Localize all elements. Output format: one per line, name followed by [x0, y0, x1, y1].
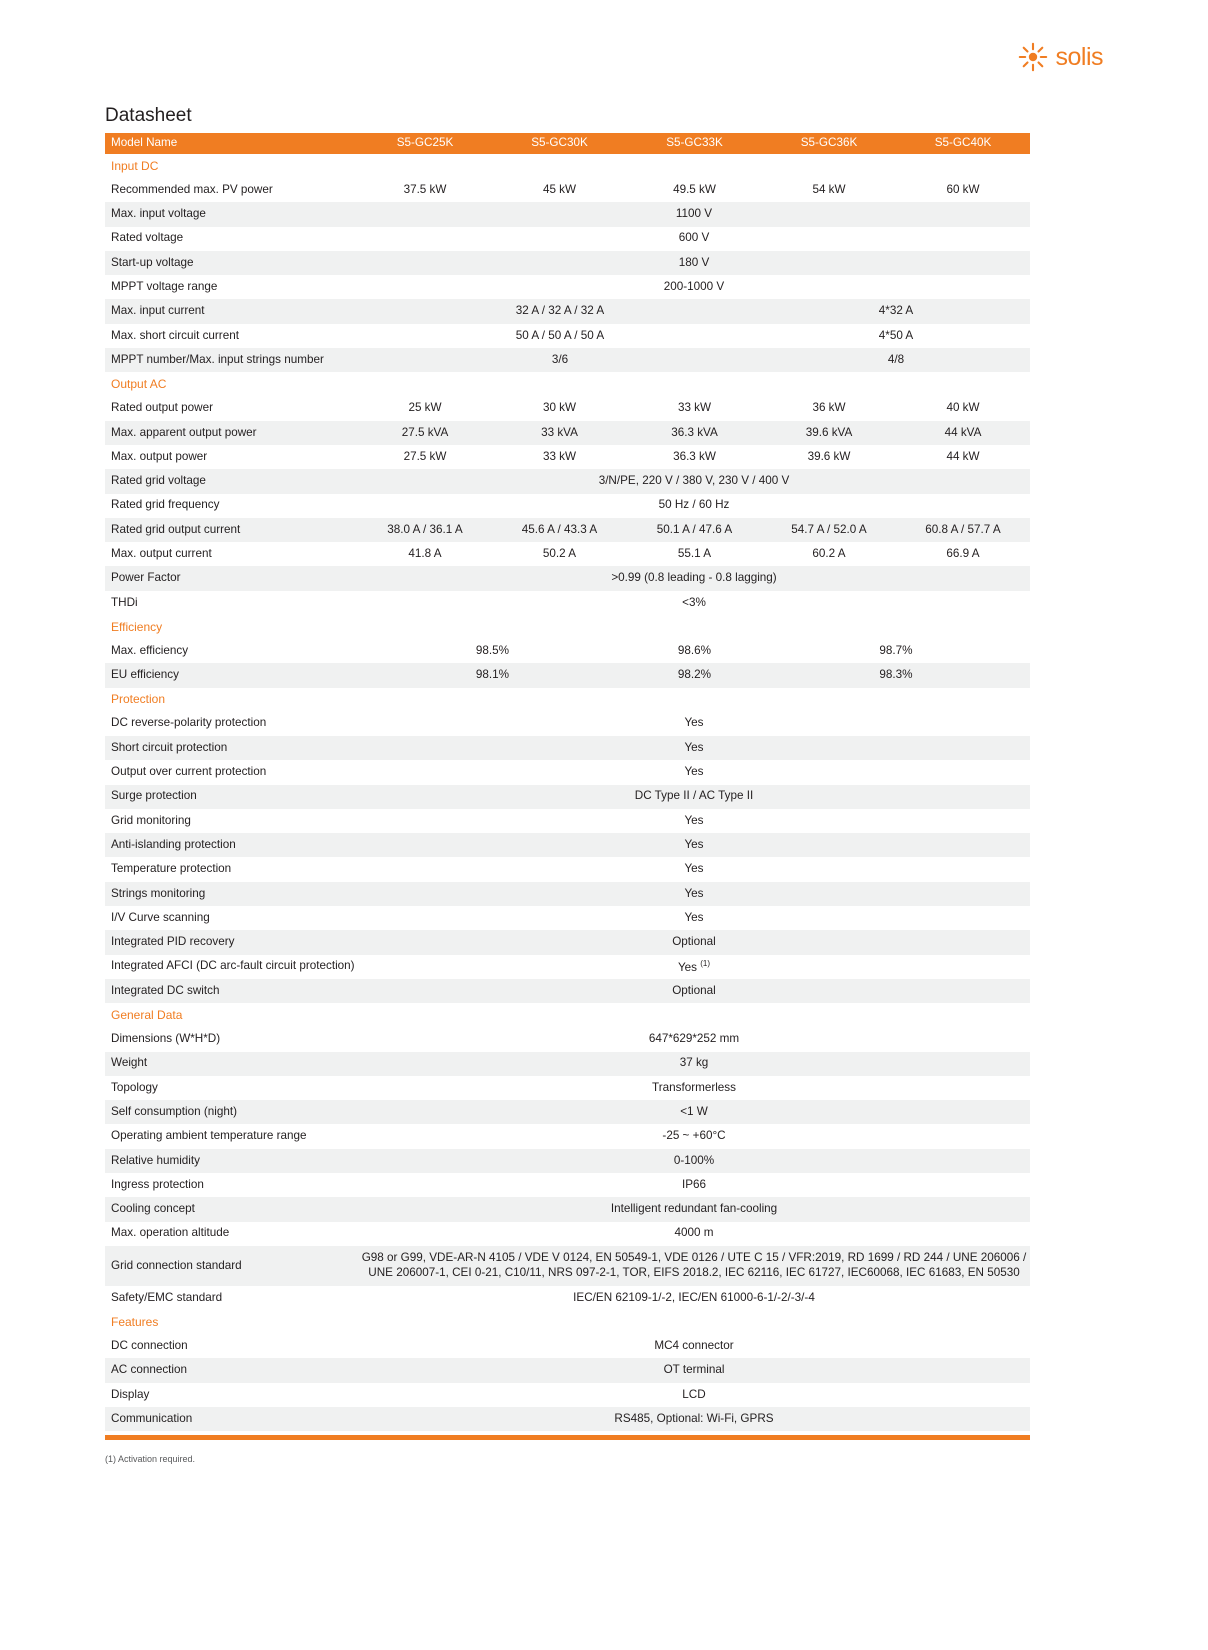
- row-label: Max. input current: [105, 299, 358, 323]
- row-label: Rated grid output current: [105, 518, 358, 542]
- table-row: [105, 566, 1030, 590]
- table-row: [105, 1246, 1030, 1286]
- table-row: [105, 833, 1030, 857]
- table-row: [105, 421, 1030, 445]
- row-label: Rated grid voltage: [105, 469, 358, 493]
- row-value: 60 kW: [896, 178, 1030, 202]
- row-label: Topology: [105, 1076, 358, 1100]
- column-header: S5-GC33K: [627, 133, 762, 154]
- row-value: 54.7 A / 52.0 A: [762, 518, 896, 542]
- row-value: 38.0 A / 36.1 A: [358, 518, 492, 542]
- table-row: [105, 1076, 1030, 1100]
- table-row: [105, 1222, 1030, 1246]
- row-value: 98.3%: [762, 663, 1030, 687]
- bottom-accent-bar: [105, 1435, 1030, 1440]
- row-label: Dimensions (W*H*D): [105, 1027, 358, 1051]
- footnote: (1) Activation required.: [105, 1454, 196, 1465]
- row-label: DC reverse-polarity protection: [105, 712, 358, 736]
- row-value: RS485, Optional: Wi-Fi, GPRS: [358, 1407, 1030, 1431]
- section-title: Protection: [105, 688, 1030, 712]
- row-value: 32 A / 32 A / 32 A: [358, 299, 762, 323]
- row-value: 41.8 A: [358, 542, 492, 566]
- row-label: Grid connection standard: [105, 1246, 358, 1286]
- row-label: Max. input voltage: [105, 202, 358, 226]
- row-value: Yes: [358, 712, 1030, 736]
- row-value: 39.6 kW: [762, 445, 896, 469]
- row-value: 33 kVA: [492, 421, 627, 445]
- row-value: 27.5 kW: [358, 445, 492, 469]
- table-row: [105, 1407, 1030, 1431]
- row-label: Ingress protection: [105, 1173, 358, 1197]
- row-label: Operating ambient temperature range: [105, 1124, 358, 1148]
- table-row: [105, 1358, 1030, 1382]
- row-value: Yes: [358, 833, 1030, 857]
- table-row: [105, 1027, 1030, 1051]
- brand-name: solis: [1055, 42, 1103, 71]
- table-row: [105, 906, 1030, 930]
- row-label: Anti-islanding protection: [105, 833, 358, 857]
- table-row: [105, 979, 1030, 1003]
- table-row: [105, 1052, 1030, 1076]
- table-row: [105, 1197, 1030, 1221]
- spec-table-area: [105, 0, 1103, 1464]
- row-value: 98.5%: [358, 639, 627, 663]
- row-label: MPPT number/Max. input strings number: [105, 348, 358, 372]
- table-row: [105, 251, 1030, 275]
- section-header-row: [105, 1003, 1030, 1027]
- row-value: 98.2%: [627, 663, 762, 687]
- sun-icon: [1018, 42, 1048, 72]
- row-value: 60.2 A: [762, 542, 896, 566]
- row-label: Rated grid frequency: [105, 494, 358, 518]
- row-label: Temperature protection: [105, 857, 358, 881]
- row-label: Integrated AFCI (DC arc-fault circuit protection): [105, 955, 358, 979]
- row-label: EU efficiency: [105, 663, 358, 687]
- table-row: [105, 955, 1030, 979]
- table-row: [105, 202, 1030, 226]
- table-row: [105, 348, 1030, 372]
- table-row: [105, 857, 1030, 881]
- table-row: [105, 178, 1030, 202]
- row-value: Transformerless: [358, 1076, 1030, 1100]
- row-value: 50 Hz / 60 Hz: [358, 494, 1030, 518]
- row-value: Yes: [358, 857, 1030, 881]
- column-header: S5-GC30K: [492, 133, 627, 154]
- column-header: S5-GC25K: [358, 133, 492, 154]
- row-value: DC Type II / AC Type II: [358, 785, 1030, 809]
- row-value: 36.3 kW: [627, 445, 762, 469]
- row-value: 50.2 A: [492, 542, 627, 566]
- row-value: 4*32 A: [762, 299, 1030, 323]
- table-row: [105, 1173, 1030, 1197]
- table-row: [105, 227, 1030, 251]
- row-value: 600 V: [358, 227, 1030, 251]
- row-value: 54 kW: [762, 178, 896, 202]
- row-value: 45 kW: [492, 178, 627, 202]
- row-label: Integrated DC switch: [105, 979, 358, 1003]
- row-value: 1100 V: [358, 202, 1030, 226]
- row-value: Yes: [358, 809, 1030, 833]
- row-value: 37.5 kW: [358, 178, 492, 202]
- row-label: Self consumption (night): [105, 1100, 358, 1124]
- row-value: 39.6 kVA: [762, 421, 896, 445]
- row-value: 3/N/PE, 220 V / 380 V, 230 V / 400 V: [358, 469, 1030, 493]
- row-value: Yes: [358, 736, 1030, 760]
- row-label: Output over current protection: [105, 760, 358, 784]
- row-value: LCD: [358, 1383, 1030, 1407]
- row-label: Max. output power: [105, 445, 358, 469]
- row-value: Intelligent redundant fan-cooling: [358, 1197, 1030, 1221]
- spec-table: [105, 133, 1030, 1431]
- row-value: Yes: [358, 906, 1030, 930]
- table-row: [105, 760, 1030, 784]
- table-row: [105, 591, 1030, 615]
- row-value: 44 kW: [896, 445, 1030, 469]
- row-value: 50 A / 50 A / 50 A: [358, 324, 762, 348]
- row-value: 98.7%: [762, 639, 1030, 663]
- row-label: Max. efficiency: [105, 639, 358, 663]
- row-label: Integrated PID recovery: [105, 930, 358, 954]
- row-label: Cooling concept: [105, 1197, 358, 1221]
- row-label: Relative humidity: [105, 1149, 358, 1173]
- row-label: DC connection: [105, 1334, 358, 1358]
- row-value: 45.6 A / 43.3 A: [492, 518, 627, 542]
- section-title: Features: [105, 1310, 1030, 1334]
- table-row: [105, 712, 1030, 736]
- row-value: >0.99 (0.8 leading - 0.8 lagging): [358, 566, 1030, 590]
- row-label: Recommended max. PV power: [105, 178, 358, 202]
- section-title: Efficiency: [105, 615, 1030, 639]
- row-label: Rated output power: [105, 396, 358, 420]
- row-value: 66.9 A: [896, 542, 1030, 566]
- table-row: [105, 930, 1030, 954]
- row-value: 33 kW: [492, 445, 627, 469]
- column-header: Model Name: [105, 133, 358, 154]
- table-row: [105, 445, 1030, 469]
- row-label: I/V Curve scanning: [105, 906, 358, 930]
- row-value: 4000 m: [358, 1222, 1030, 1246]
- table-row: [105, 396, 1030, 420]
- row-value: 98.6%: [627, 639, 762, 663]
- row-label: Strings monitoring: [105, 882, 358, 906]
- row-label: MPPT voltage range: [105, 275, 358, 299]
- table-row: [105, 809, 1030, 833]
- column-header: S5-GC40K: [896, 133, 1030, 154]
- row-value: IEC/EN 62109-1/-2, IEC/EN 61000-6-1/-2/-3/-4: [358, 1286, 1030, 1310]
- row-label: AC connection: [105, 1358, 358, 1382]
- section-header-row: [105, 615, 1030, 639]
- row-label: Power Factor: [105, 566, 358, 590]
- row-label: Surge protection: [105, 785, 358, 809]
- row-value: 27.5 kVA: [358, 421, 492, 445]
- row-value: IP66: [358, 1173, 1030, 1197]
- section-title: Output AC: [105, 372, 1030, 396]
- row-value: 200-1000 V: [358, 275, 1030, 299]
- row-value: 25 kW: [358, 396, 492, 420]
- row-value: 50.1 A / 47.6 A: [627, 518, 762, 542]
- page-title: Datasheet: [105, 105, 192, 126]
- section-header-row: [105, 372, 1030, 396]
- table-row: [105, 494, 1030, 518]
- row-value: 4*50 A: [762, 324, 1030, 348]
- row-value: -25 ~ +60°C: [358, 1124, 1030, 1148]
- table-row: [105, 785, 1030, 809]
- row-value: 4/8: [762, 348, 1030, 372]
- table-row: [105, 324, 1030, 348]
- row-label: Display: [105, 1383, 358, 1407]
- row-value: 36.3 kVA: [627, 421, 762, 445]
- row-value: 30 kW: [492, 396, 627, 420]
- section-header-row: [105, 1310, 1030, 1334]
- row-label: Communication: [105, 1407, 358, 1431]
- row-value: 49.5 kW: [627, 178, 762, 202]
- table-header-row: [105, 133, 1030, 154]
- brand-logo: [1018, 42, 1103, 72]
- row-value: Optional: [358, 930, 1030, 954]
- section-header-row: [105, 688, 1030, 712]
- row-value: 0-100%: [358, 1149, 1030, 1173]
- section-title: Input DC: [105, 154, 1030, 178]
- table-row: [105, 542, 1030, 566]
- table-row: [105, 518, 1030, 542]
- row-value: Yes: [358, 760, 1030, 784]
- row-value: Optional: [358, 979, 1030, 1003]
- row-value: 44 kVA: [896, 421, 1030, 445]
- column-header: S5-GC36K: [762, 133, 896, 154]
- table-row: [105, 1100, 1030, 1124]
- row-value: Yes: [358, 882, 1030, 906]
- table-row: [105, 736, 1030, 760]
- row-value: <3%: [358, 591, 1030, 615]
- row-value: 40 kW: [896, 396, 1030, 420]
- row-label: Grid monitoring: [105, 809, 358, 833]
- table-row: [105, 1286, 1030, 1310]
- row-value: 180 V: [358, 251, 1030, 275]
- row-value: Yes $^{(1)}$: [358, 955, 1030, 979]
- row-label: THDi: [105, 591, 358, 615]
- row-value: 60.8 A / 57.7 A: [896, 518, 1030, 542]
- section-title: General Data: [105, 1003, 1030, 1027]
- table-row: [105, 1149, 1030, 1173]
- row-value: 647*629*252 mm: [358, 1027, 1030, 1051]
- row-value: <1 W: [358, 1100, 1030, 1124]
- table-row: [105, 882, 1030, 906]
- table-row: [105, 639, 1030, 663]
- row-label: Safety/EMC standard: [105, 1286, 358, 1310]
- row-label: Rated voltage: [105, 227, 358, 251]
- row-value: 98.1%: [358, 663, 627, 687]
- row-value: G98 or G99, VDE-AR-N 4105 / VDE V 0124, EN 50549-1, VDE 0126 / UTE C 15 / VFR:2019, RD 1699 / RD 244 / UNE 206006 / UNE 206007-1, CEI 0-21, C10/11, NRS 097-2-1, TOR, EIFS 2018.2, IEC 62116, IEC 61727, IEC60068, IEC 61683, EN 50530: [358, 1246, 1030, 1286]
- row-label: Max. operation altitude: [105, 1222, 358, 1246]
- row-label: Max. short circuit current: [105, 324, 358, 348]
- row-value: 55.1 A: [627, 542, 762, 566]
- table-row: [105, 275, 1030, 299]
- row-value: 33 kW: [627, 396, 762, 420]
- table-row: [105, 663, 1030, 687]
- row-value: MC4 connector: [358, 1334, 1030, 1358]
- row-label: Start-up voltage: [105, 251, 358, 275]
- row-value: 3/6: [358, 348, 762, 372]
- row-value: OT terminal: [358, 1358, 1030, 1382]
- table-row: [105, 469, 1030, 493]
- section-header-row: [105, 154, 1030, 178]
- row-label: Max. output current: [105, 542, 358, 566]
- row-value: 37 kg: [358, 1052, 1030, 1076]
- table-row: [105, 1334, 1030, 1358]
- row-label: Max. apparent output power: [105, 421, 358, 445]
- row-value: 36 kW: [762, 396, 896, 420]
- row-label: Short circuit protection: [105, 736, 358, 760]
- table-row: [105, 299, 1030, 323]
- table-row: [105, 1124, 1030, 1148]
- row-label: Weight: [105, 1052, 358, 1076]
- table-row: [105, 1383, 1030, 1407]
